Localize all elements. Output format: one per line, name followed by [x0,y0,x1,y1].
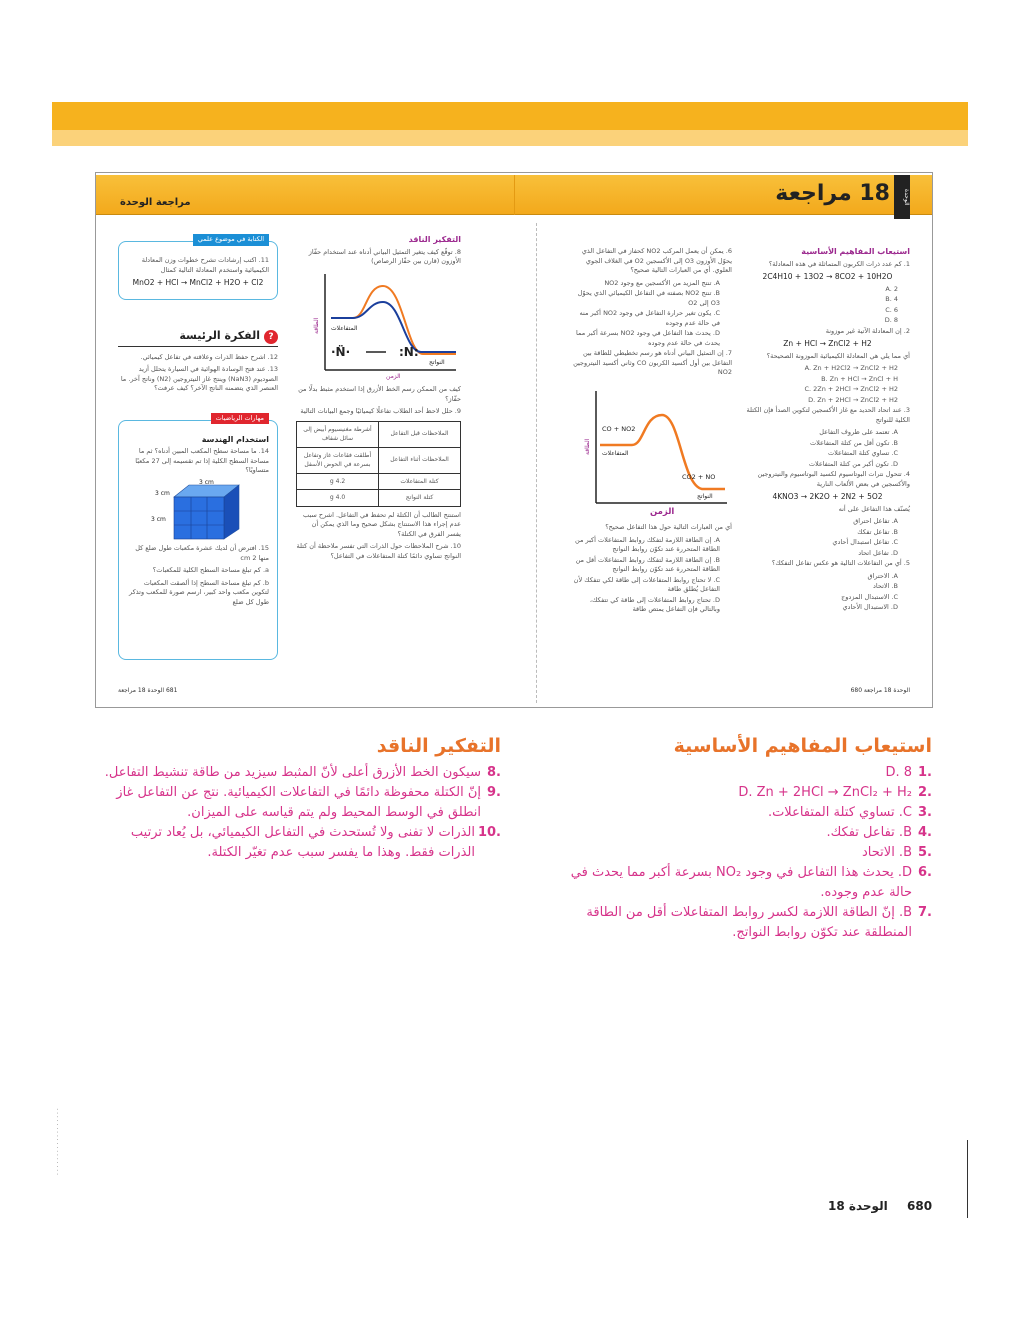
writing-box [118,235,278,300]
equation: Zn + HCl → ZnCl2 + H2 [783,339,872,348]
equation: 4KNO3 → 2K2O + 2N2 + 5O2 [772,492,883,501]
unit-tab: الوحدة [894,175,910,219]
choice: C. تساوي كتلة المتفاعلات [828,449,898,457]
section-heading: استيعاب المفاهيم الأساسية [673,735,932,757]
question: a. كم تبلغ مساحة السطح الكلية للمكعبات؟ [152,566,269,574]
question: استنتج الطالب أن الكتلة لم تحفظ في التفاعل. اشرح سبب عدم إجراء هذا الاستنتاج بشكل صحيح وما الذي يمكن أن يفسر الفرق في الكتلة؟ [303,510,461,538]
choice: D. Zn + 2HCl → ZnCl2 + H2 [808,395,898,404]
reactants-label: المتفاعلات [331,324,358,332]
section-heading: التفكير الناقد [376,735,501,757]
question: 14. ما مساحة سطح المكعب المبين أدناه؟ ثم ما مساحة السطح الكلية إذا تم تقسيمه إلى 27 مكعبًا متساويًا؟ [135,447,269,474]
page-divider [536,223,537,703]
products-label: النواتج [429,358,445,366]
cube-illustration [129,479,269,541]
choice: B. تفاعل تفكك [857,527,898,536]
observations-table [296,421,461,507]
choice: A. الاحتراق [867,571,898,580]
choice: A. إن الطاقة اللازمة لتفكك روابط المتفاعلات أكبر من الطاقة المتحررة عند تكوّن روابط النواتج [575,535,720,553]
uncatalyzed-curve [331,286,456,354]
table-row: كتلة المتفاعلات 4.2 g [297,473,461,490]
choice: D. الاستبدال الأحادي [842,603,898,611]
choice: D. يحدث هذا التفاعل في وجود NO2 بسرعة أكبر مما يحدث في حالة عدم وجوده [576,329,720,347]
product-formula: CO2 + NO [682,472,716,481]
math-skills-box [118,413,278,660]
question: 3. عند اتحاد الحديد مع غاز الأكسجين لتكوين الصدأ فإن الكتلة الكلية للنواتج [746,406,910,424]
question: كيف من الممكن رسم الخط الأزرق إذا استخدم مثبط بدلًا من حفّاز؟ [298,385,461,403]
answer-item: .2 D. Zn + 2HCl → ZnCl₂ + H₂ [738,785,932,800]
section-heading: استخدام الهندسة [201,434,269,444]
table-row: الملاحظات أثناء التفاعل أطلقت فقاعات غاز وتفاعل بسرعة في الحوض الأسفل [297,447,461,473]
question: 15. افترض أن لديك عشرة مكعبات طول ضلع كل منها 2 cm [135,544,269,562]
question: أي مما يلي هي المعادلة الكيميائية الموزونة الصحيحة؟ [766,351,910,360]
core-concepts-answers [552,735,932,943]
answer-item: .10 الذرات لا تفنى ولا تُستحدث في التفاعل الكيميائي، بل يُعاد ترتيب الذرات فقط. وهذا ما يفسر سبب عدم تغيّر الكتلة. [130,825,501,860]
answer-item: .4 B. تفاعل تفكك. [826,825,932,840]
question: يُصنّف هذا التفاعل على أنه [838,504,910,513]
choice: D. 8 [884,316,898,324]
choice: B. Zn + HCl → ZnCl + H [821,374,898,383]
question: 11. اكتب إرشادات تشرح خطوات وزن المعادلة الكيميائية واستخدم المعادلة التالية كمثال [141,256,269,274]
section-heading: استيعاب المفاهيم الأساسية [801,247,910,256]
choice: A. 2 [885,284,898,293]
cube-height-label: 3 cm [151,515,166,523]
cube-depth-label: 3 cm [155,489,170,497]
reactant-formula: CO + NO2 [602,424,636,433]
answer-item: .9 إنّ الكتلة محفوظة دائمًا في التفاعلات الكيميائية. نتج عن التفاعل غاز انطلق في الوسط المحيط ولم يتم قياسه على الميزان. [116,785,501,820]
choice: C. تفاعل استبدال أحادي [832,538,898,546]
svg-text::N:: :N: [399,344,419,359]
writing-tag: الكتابة في موضوع علمي [193,234,269,246]
choice: B. تنتج NO2 بصفته في التفاعل الكيميائي الذي يحوّل O3 إلى O2 [577,289,720,307]
energy-diagram-catalyst [311,270,461,382]
top-color-band-light [52,130,968,146]
thumbnail-footer-left: 681 الوحدة 18 مراجعة [118,687,178,694]
question: 12. اشرح حفظ الذرات وعلاقته في تفاعل كيميائي. [140,352,278,361]
thumbnail-header [96,175,932,215]
svg-text:·N̈·: ·N̈· [331,344,351,359]
critical-thinking-answers [96,735,501,863]
question: 5. أي من التفاعلات التالية هو عكس تفاعل التفكك؟ [771,559,910,567]
question: أي من العبارات التالية حول هذا التفاعل صحيح؟ [605,523,732,531]
choice: C. 6 [885,305,898,314]
choice: C. 2Zn + 2HCl → ZnCl2 + H2 [804,385,898,393]
thumbnail-left-title: مراجعة الوحدة [120,197,191,208]
choice: A. Zn + H2Cl2 → ZnCl2 + H2 [804,364,898,372]
question: 8. توقّع كيف يتغير التمثيل البياني أدناه عند استخدام حفّاز الأوزون (قارن بين حفّاز الرصاص) [308,247,461,265]
footer-unit: الوحدة 18 [828,1199,888,1213]
choice: C. يكون تغير حرارة التفاعل في وجود NO2 أكبر منه في حالة عدم وجوده [579,309,720,327]
reactants-label: المتفاعلات [602,449,629,457]
section-heading: التفكير الناقد [408,235,461,244]
choice: D. تكون أكبر من كتلة المتفاعلات [808,459,898,468]
big-idea-heading: ?الفكرة الرئيسة [118,330,278,347]
thumbnail-footer-right: 680 الوحدة 18 مراجعة [850,687,910,694]
thumbnail-title: 18 مراجعة [775,181,890,206]
answer-item: .7 B. إنّ الطاقة اللازمة لكسر روابط المتفاعلات أقل من الطاقة المنطلقة عند تكوّن روابط النواتج. [586,905,932,940]
cube-width-label: 3 cm [199,478,214,486]
page-number: 680 [907,1199,933,1213]
choice: D. تفاعل اتحاد [858,548,898,557]
key-icon: ? [264,330,278,344]
answer-item: .3 C. تساوي كتلة المتفاعلات. [767,805,932,820]
question: 4. تتحول نترات البوتاسيوم لكسيد البوتاسيوم والنيتروجين والأكسجين في بعض الألعاب النارية [757,470,910,488]
margin-copyright-text: · · · · · · · · · · · · · · · · · · [55,1108,62,1175]
choice: B. إن الطاقة اللازمة لتفكك روابط المتفاعلات أقل من الطاقة المتحررة عند تكوّن روابط النواتج [575,555,720,573]
equation: 2C4H10 + 13O2 → 8CO2 + 10H2O [762,272,893,281]
answer-item: .8 سيكون الخط الأزرق أعلى لأنّ المثبط سيزيد من طاقة تنشيط التفاعل. [104,765,501,780]
products-label: النواتج [697,492,713,500]
equation: MnO2 + HCl → MnCl2 + H2O + Cl2 [132,278,264,287]
answer-item: .1 D. 8 [885,765,932,780]
choice: B. تكون أقل من كتلة المتفاعلات [809,438,898,447]
core-concepts-column [745,247,910,614]
x-axis-label: الزمن [386,372,401,380]
question: 9. حلل لاحظ أحد الطلاب تفاعلًا كيميائيًا وجمع البيانات التالية [300,407,461,415]
answer-item: .5 B. الاتحاد [862,845,932,860]
choice: D. تحتاج روابط المتفاعلات إلى طاقة كي تتفكك، وبالتالي فإن التفاعل يمتص طاقة [589,595,720,613]
question: 6. يمكن أن يعمل المركب NO2 كحفاز في التفاعل الذي يحوّل الأوزون O3 إلى الأكسجين O2 في الغلاف الجوي العلوي. أي من العبارات التالية صحيح؟ [581,247,732,274]
y-axis-label: الطاقة [584,438,591,455]
energy-diagram-co-no2 [582,385,732,516]
answer-item: .6 D. يحدث هذا التفاعل في وجود NO₂ بسرعة أكبر مما يحدث في حالة عدم وجوده. [570,865,932,900]
question: 13. عند فتح الوسادة الهوائية في السيارة يتحلل أزيد الصوديوم (NaN3) وينتج غاز النيتروجين (N2) وناتج آخر. ما العنصر الذي يتضمنه الناتج الآخر؟ كيف عرفت؟ [120,365,278,392]
question: 2. إن المعادلة الآتية غير موزونة [825,326,910,335]
choice: A. تعتمد على ظروف التفاعل [819,428,898,436]
question: 7. إن التمثيل البياني أدناه هو رسم تخطيطي للطاقة بين التفاعل بين أول أكسيد الكربون CO وثاني أكسيد النيتروجين NO2 [573,349,732,376]
question: 1. كم عدد ذرات الكربون المتماثلة في هذه المعادلة؟ [768,259,910,268]
choice: C. الاستبدال المزدوج [841,592,898,601]
question: b. كم تبلغ مساحة السطح إذا ألصقت المكعبات لتكوين مكعب واحد كبير، ارسم صورة للمكعب وتذكر طول كل ضلع [129,578,269,606]
margin-line [967,1140,968,1218]
question: 10. شرح الملاحظات حول الذرات التي تفسر ملاحظة أن كتلة النواتج تساوي دائمًا كتلة المتفاعلات في التفاعل؟ [296,542,461,560]
x-axis-label: الزمن [650,506,675,516]
table-row: الملاحظات قبل التفاعل أشرطة مغنيسيوم أبيض إلى سائل شفاف [297,421,461,447]
choice: C. لا تحتاج روابط المتفاعلات إلى طاقة لكي تتفكك لأن التفاعل يُطلق طاقة [573,575,720,593]
left-column [118,235,278,660]
choice: B. 4 [885,295,898,303]
textbook-page-thumbnail [95,172,933,708]
top-color-band [52,102,968,130]
table-row: كتلة النواتج 4.0 g [297,490,461,507]
y-axis-label: الطاقة [313,317,320,334]
choice: A. تنتج المزيد من الأكسجين مع وجود NO2 [604,278,720,287]
math-tag: مهارات الرياضيات [211,413,269,425]
choice: B. الاتحاد [873,582,898,590]
questions-column-2 [572,247,732,616]
choice: A. تفاعل احتراق [853,517,898,525]
critical-thinking-column [296,235,461,564]
